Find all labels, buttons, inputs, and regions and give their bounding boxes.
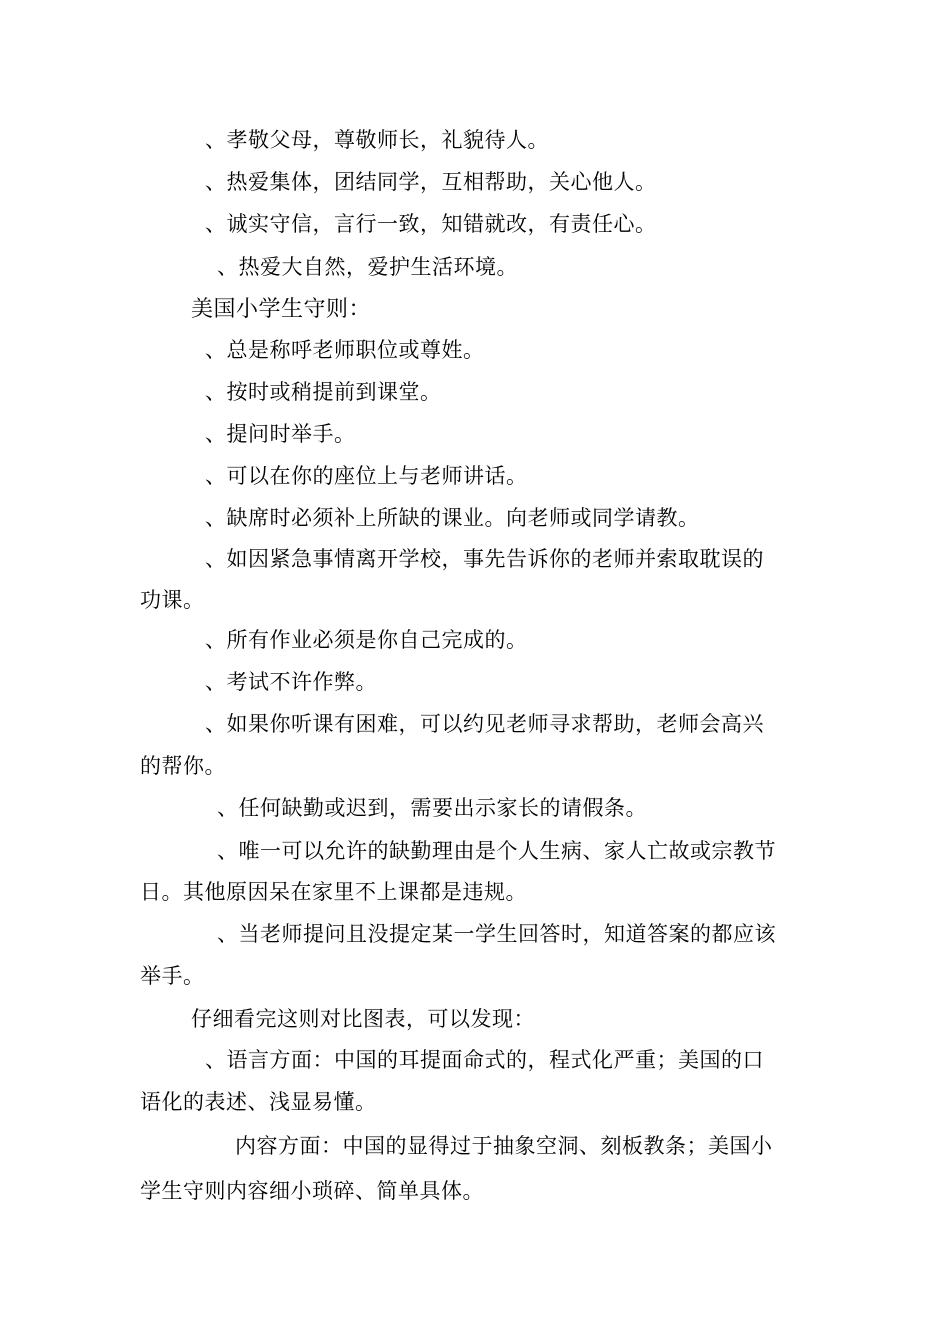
china-rule-line: 、热爱大自然，爱护生活环境。	[217, 255, 518, 279]
us-rule-continuation: 举手。	[140, 964, 205, 988]
us-rule-line: 、所有作业必须是你自己完成的。	[205, 628, 528, 652]
china-rule-line: 、热爱集体，团结同学，互相帮助，关心他人。	[205, 170, 657, 194]
us-rules-heading: 美国小学生守则：	[191, 297, 372, 322]
us-rule-line: 、唯一可以允许的缺勤理由是个人生病、家人亡故或宗教节	[217, 839, 776, 863]
us-rule-line: 、总是称呼老师职位或尊姓。	[205, 338, 485, 362]
comparison-language-continuation: 语化的表述、浅显易懂。	[140, 1090, 377, 1114]
us-rule-continuation: 的帮你。	[140, 754, 226, 778]
us-rule-line: 、缺席时必须补上所缺的课业。向老师或同学请教。	[205, 506, 700, 530]
china-rule-line: 、诚实守信，言行一致，知错就改，有责任心。	[205, 212, 657, 236]
us-rule-line: 、当老师提问且没提定某一学生回答时，知道答案的都应该	[217, 922, 776, 946]
comparison-content-line: 内容方面：中国的显得过于抽象空洞、刻板教条；美国小	[235, 1134, 773, 1158]
us-rule-line: 、如果你听课有困难，可以约见老师寻求帮助，老师会高兴	[205, 712, 764, 736]
us-rule-line: 、可以在你的座位上与老师讲话。	[205, 464, 528, 488]
us-rule-line: 、提问时举手。	[205, 422, 356, 446]
us-rule-line: 、如因紧急事情离开学校，事先告诉你的老师并索取耽误的	[205, 547, 764, 571]
comparison-intro: 仔细看完这则对比图表，可以发现：	[191, 1007, 535, 1031]
us-rule-line: 、任何缺勤或迟到，需要出示家长的请假条。	[217, 796, 647, 820]
us-rule-line: 、按时或稍提前到课堂。	[205, 380, 442, 404]
us-rule-line: 、考试不许作弊。	[205, 670, 377, 694]
us-rule-continuation: 日。其他原因呆在家里不上课都是违规。	[140, 880, 527, 904]
china-rule-line: 、孝敬父母，尊敬师长，礼貌待人。	[205, 128, 549, 152]
us-rule-continuation: 功课。	[140, 588, 205, 612]
comparison-content-continuation: 学生守则内容细小琐碎、简单具体。	[140, 1179, 484, 1203]
comparison-language-line: 、语言方面：中国的耳提面命式的，程式化严重；美国的口	[205, 1048, 764, 1072]
